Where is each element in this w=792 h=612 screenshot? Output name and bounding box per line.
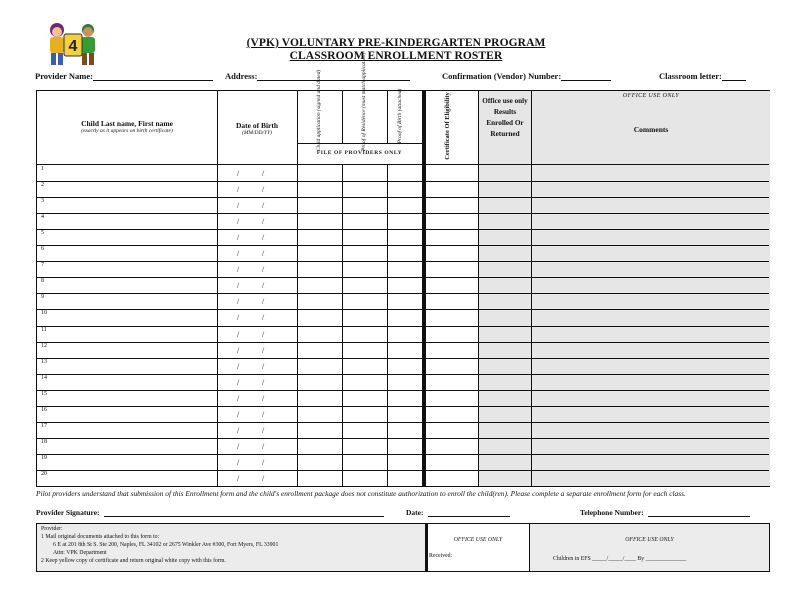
dob-slash: /	[262, 409, 265, 419]
footer-office-use-2: OFFICE USE ONLY	[625, 537, 674, 543]
dob-slash: /	[237, 185, 240, 195]
row-divider	[37, 277, 769, 278]
footer-item-1: 1 Mail original documents attached to this form to:	[41, 534, 160, 540]
dob-slash: /	[262, 217, 265, 227]
dob-slash: /	[262, 313, 265, 323]
form-title: (VPK) VOLUNTARY PRE-KINDERGARTEN PROGRAM	[246, 37, 546, 49]
dob-slash: /	[262, 281, 265, 291]
row-number: 13	[41, 358, 47, 365]
comments-column-shading	[532, 91, 770, 486]
file-of-providers-note: FILE OF PROVIDERS ONLY	[316, 150, 403, 156]
dob-slash: /	[237, 457, 240, 467]
svg-text:4: 4	[68, 38, 78, 55]
telephone-number: Telephone Number:	[580, 507, 750, 517]
address-label: Address:	[225, 71, 258, 81]
row-number: 10	[41, 310, 47, 317]
row-divider	[37, 326, 769, 327]
proof-of-birth-header: Proof of Birth (attached)	[397, 88, 403, 144]
row-divider	[37, 438, 769, 439]
dob-slash: /	[262, 361, 265, 371]
dob-slash: /	[237, 473, 240, 483]
signature-date-field[interactable]	[428, 507, 510, 517]
office-use-column-shading	[478, 91, 531, 486]
row-number: 2	[41, 182, 44, 189]
dob-slash: /	[262, 425, 265, 435]
row-number: 16	[41, 406, 47, 413]
footer-address-1: 6 E at 201 8th St S. Ste 200, Naples, FL 34102 or 2675 Winkler Ave #300, Fort Myers, FL 33901	[53, 542, 279, 548]
office-use-only-header: OFFICE USE ONLY	[622, 93, 680, 99]
confirmation-field[interactable]	[561, 71, 611, 81]
row-divider	[37, 261, 769, 262]
row-number: 14	[41, 374, 47, 381]
provider-name-field[interactable]	[93, 71, 213, 81]
dob-slash: /	[237, 361, 240, 371]
dob-slash: /	[262, 345, 265, 355]
dob-slash: /	[237, 281, 240, 291]
dob-slash: /	[237, 265, 240, 275]
dob-slash: /	[262, 473, 265, 483]
dob-slash: /	[237, 169, 240, 178]
dob-slash: /	[262, 233, 265, 243]
provider-name-label: Provider Name:	[35, 71, 93, 81]
dob-slash: /	[237, 217, 240, 227]
row-divider	[37, 374, 769, 375]
dob-slash: /	[262, 377, 265, 387]
row-divider	[37, 293, 769, 294]
dob-slash: /	[237, 201, 240, 211]
dob-slash: /	[237, 409, 240, 419]
child-application-header: Child application (signed and dated)	[316, 69, 322, 151]
dob-slash: /	[237, 425, 240, 435]
row-number: 1	[41, 166, 44, 172]
child-name-header: Child Last name, First name (exactly as it appears on birth certificate)	[37, 119, 217, 134]
row-number: 7	[41, 262, 44, 269]
row-divider	[37, 181, 769, 182]
provider-info-line	[35, 71, 760, 85]
row-divider	[37, 390, 769, 391]
signature-date: Date:	[406, 507, 510, 517]
row-number: 11	[41, 326, 47, 333]
row-number: 19	[41, 454, 47, 461]
row-divider	[37, 229, 769, 230]
row-number: 20	[41, 470, 47, 477]
dob-slash: /	[262, 169, 265, 178]
telephone-field[interactable]	[648, 507, 750, 517]
row-divider	[37, 342, 769, 343]
office-use-results-header: Office use only Results Enrolled Or Returned	[482, 97, 528, 138]
dob-slash: /	[262, 201, 265, 211]
footer-instructions	[41, 525, 421, 565]
dob-slash: /	[237, 313, 240, 323]
dob-header: Date of Birth (MM/DD/YY)	[217, 121, 297, 136]
row-number: 15	[41, 390, 47, 397]
dob-slash: /	[237, 249, 240, 259]
form-subtitle: CLASSROOM ENROLLMENT ROSTER	[289, 50, 503, 62]
comments-header: Comments	[633, 125, 669, 134]
children-in-efs: Children in EFS _____/_____/____ By ______________	[553, 556, 687, 562]
row-number: 8	[41, 278, 44, 285]
certificate-eligibility-header: Certificate Of Eligibility	[444, 92, 451, 160]
row-divider	[37, 309, 769, 310]
row-divider	[37, 422, 769, 423]
row-divider	[37, 197, 769, 198]
footer-address-2: Attn: VPK Department	[53, 550, 107, 556]
dob-slash: /	[237, 297, 240, 307]
row-divider	[37, 245, 769, 246]
row-divider	[37, 470, 769, 471]
dob-slash: /	[262, 457, 265, 467]
row-divider	[37, 213, 769, 214]
row-number: 18	[41, 438, 47, 445]
row-divider	[37, 454, 769, 455]
provider-signature-field[interactable]	[104, 507, 384, 517]
dob-slash: /	[237, 329, 240, 339]
enrollment-notice: Pilot providers understand that submission of this Enrollment form and the child's enrollment package does not constitute authorization to enroll the child(ren). Please complete a separate enrollment form for each class.	[36, 489, 686, 498]
dob-slash: /	[262, 249, 265, 259]
proof-of-residence-header: Proof of Residence (must match application)	[361, 52, 367, 151]
dob-slash: /	[237, 393, 240, 403]
dob-slash: /	[237, 233, 240, 243]
dob-format: (MM/DD/YY)	[242, 130, 272, 136]
footer-item-2: 2 Keep yellow copy of certificate and return original white copy with this form.	[41, 558, 226, 564]
dob-slash: /	[262, 185, 265, 195]
dob-slash: /	[237, 345, 240, 355]
row-divider	[37, 358, 769, 359]
dob-slash: /	[262, 393, 265, 403]
dob-slash: /	[262, 297, 265, 307]
row-number: 6	[41, 246, 44, 253]
footer-provider-label: Provider:	[41, 526, 63, 532]
row-number: 12	[41, 342, 47, 349]
address-field[interactable]	[257, 71, 410, 81]
row-number: 9	[41, 294, 44, 301]
classroom-label: Classroom letter:	[659, 71, 722, 81]
row-divider	[37, 406, 769, 407]
dob-slash: /	[237, 441, 240, 451]
child-name-note: (exactly as it appears on birth certificate)	[81, 128, 173, 134]
row-number: 5	[41, 230, 44, 237]
classroom-field[interactable]	[722, 71, 746, 81]
dob-slash: /	[262, 441, 265, 451]
dob-slash: /	[237, 377, 240, 387]
footer-office-use-1: OFFICE USE ONLY	[453, 537, 503, 543]
row-number: 4	[41, 214, 44, 221]
received-label: Received:	[429, 553, 453, 559]
row-number: 3	[41, 198, 44, 205]
dob-slash: /	[262, 265, 265, 275]
dob-slash: /	[262, 329, 265, 339]
provider-signature: Provider Signature:	[36, 507, 384, 517]
footer-box	[36, 523, 770, 572]
confirmation-label: Confirmation (Vendor) Number:	[442, 71, 562, 81]
row-number: 17	[41, 422, 47, 429]
